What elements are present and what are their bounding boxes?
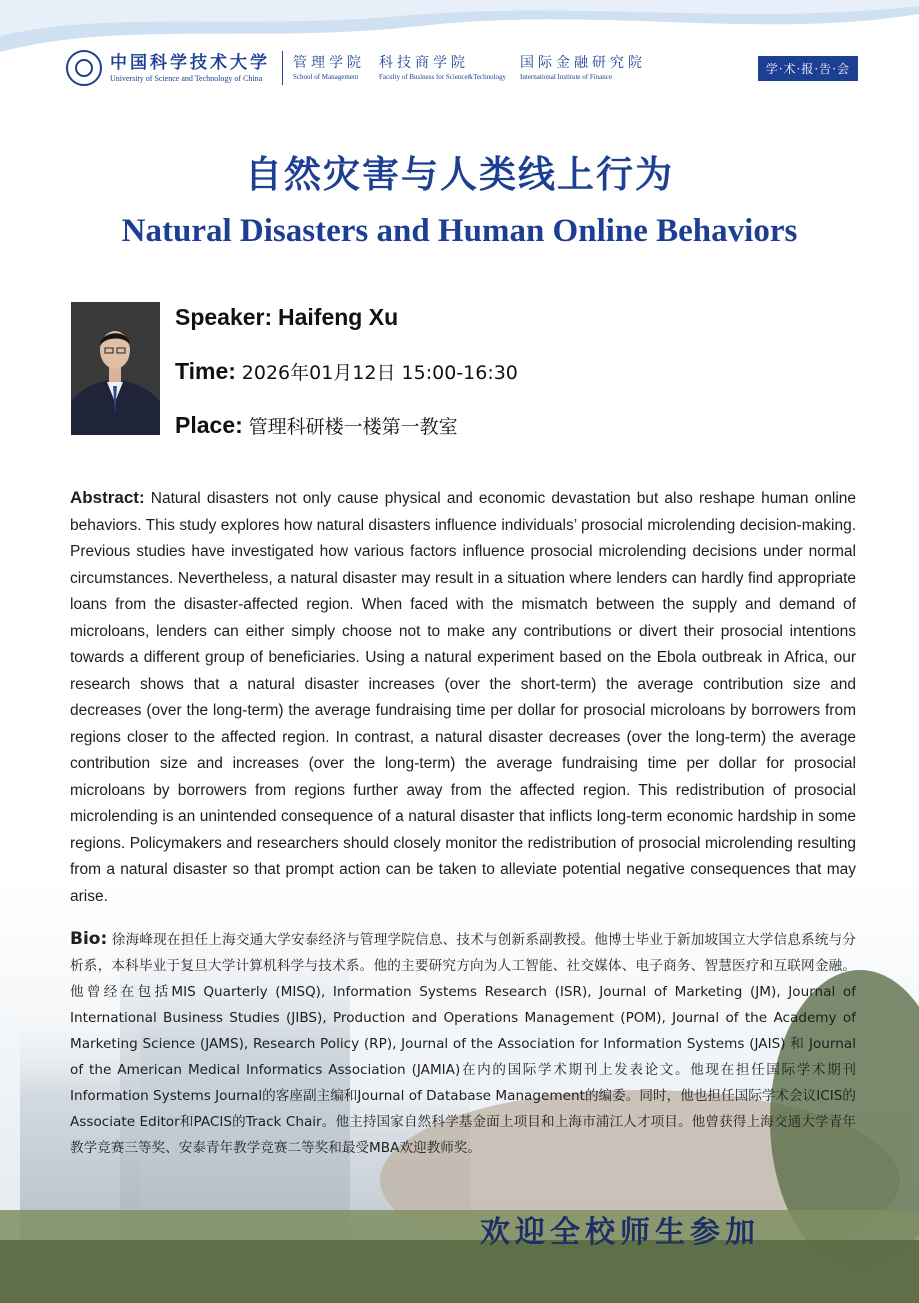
time-label: Time:	[175, 358, 236, 384]
university-name-cn: 中国科学技术大学	[110, 52, 270, 73]
time-value: 2026年01月12日 15:00-16:30	[241, 362, 518, 384]
school-management-cn: 管理学院	[293, 55, 365, 71]
place-label: Place:	[175, 412, 243, 438]
university-seal-icon	[66, 50, 102, 86]
abstract-text: Natural disasters not only cause physical and economic devastation but also reshape human online behaviors. This study explores how natural disasters influence individuals’ prosocial microlending decision-making. Previous studies have investigated how various factors influence prosocial microlending decisions under normal circumstances. Nevertheless, a natural disaster may result in a situation where lenders can hardly find appropriate loans from the disaster-affected region. When faced with the mismatch between the supply and demand of microloans, lenders can either simply choose not to make any contributions or divert their prosocial intentions towards a different group of beneficiaries. Using a natural experiment based on the Ebola outbreak in Africa, our research shows that a natural disaster increases (over the short-term) the average contribution size and decreases (over the long-term) the average fundraising time per dollar for prosocial microloans by borrowers from regions closer to the affected region. In contrast, a natural disaster decreases (over the long-term) the average contribution size and increases (over the long-term) the average fundraising time per dollar for prosocial microloans by borrowers from regions further away from the affected region. This redistribution of prosocial microlending is an unintended consequence of a natural disaster that inflicts long-term economic hardship in some regions. Policymakers and researchers should closely monitor the redistribution of prosocial microlending resulting from a natural disaster so that prompt action can be taken to alleviate potential negative consequences that may arise.	[70, 490, 857, 905]
bio-section	[70, 926, 856, 1161]
place-line	[175, 412, 458, 439]
seminar-badge: 学·术·报·告·会	[758, 56, 858, 81]
title-en: Natural Disasters and Human Online Behaviors	[121, 213, 798, 249]
title-cn: 自然灾害与人类线上行为	[245, 152, 674, 196]
university-name-en: University of Science and Technology of China	[110, 73, 263, 83]
header-divider	[282, 51, 283, 85]
school-finance-en: International Institute of Finance	[520, 73, 612, 81]
speaker-label: Speaker:	[175, 304, 273, 330]
school-business	[379, 54, 506, 82]
bio-text: 徐海峰现在担任上海交通大学安泰经济与管理学院信息、技术与创新系副教授。他博士毕业于新加坡国立大学信息系统与分析系，本科毕业于复旦大学计算机科学与技术系。他的主要研究方向为人工智能、社交媒体、电子商务、智慧医疗和互联网金融。他曾经在包括MIS Quarterly (MISQ), Information Systems Research (ISR), Journal of Marketing (JM), Journal of International Business Studies (JIBS), Production and Operations Management (POM), Journal of the Academy of Marketing Science (JAMS), Research Policy (RP), Journal of the Association for Information Systems (JAIS) 和 Journal of the American Medical Informatics Association (JAMIA)在内的国际学术期刊上发表论文。他现在担任国际学术期刊Information Systems Journal的客座副主编和Journal of Database Management的编委。同时，他也担任国际学术会议ICIS的Associate Editor和PACIS的Track Chair。他主持国家自然科学基金面上项目和上海市浦江人才项目。他曾获得上海交通大学青年教学竞赛三等奖、安泰青年教学竞赛二等奖和最受MBA欢迎教师奖。	[70, 932, 856, 1156]
welcome-text: 欢迎全校师生参加	[480, 1215, 760, 1250]
abstract-section	[70, 485, 856, 910]
speaker-photo	[71, 302, 160, 435]
time-line	[175, 358, 518, 385]
header-bar	[66, 46, 858, 90]
school-management-en: School of Management	[293, 73, 359, 81]
school-finance	[520, 54, 646, 82]
school-management	[293, 54, 365, 82]
university-name	[110, 53, 270, 84]
speaker-value: Haifeng Xu	[278, 304, 399, 330]
school-finance-cn: 国际金融研究院	[520, 55, 647, 71]
speaker-line	[175, 304, 398, 331]
school-business-cn: 科技商学院	[379, 55, 469, 71]
bio-label: Bio:	[70, 929, 108, 949]
school-business-en: Faculty of Business for Science&Technology	[379, 73, 507, 81]
place-value: 管理科研楼一楼第一教室	[248, 416, 458, 438]
abstract-label: Abstract:	[70, 488, 145, 507]
